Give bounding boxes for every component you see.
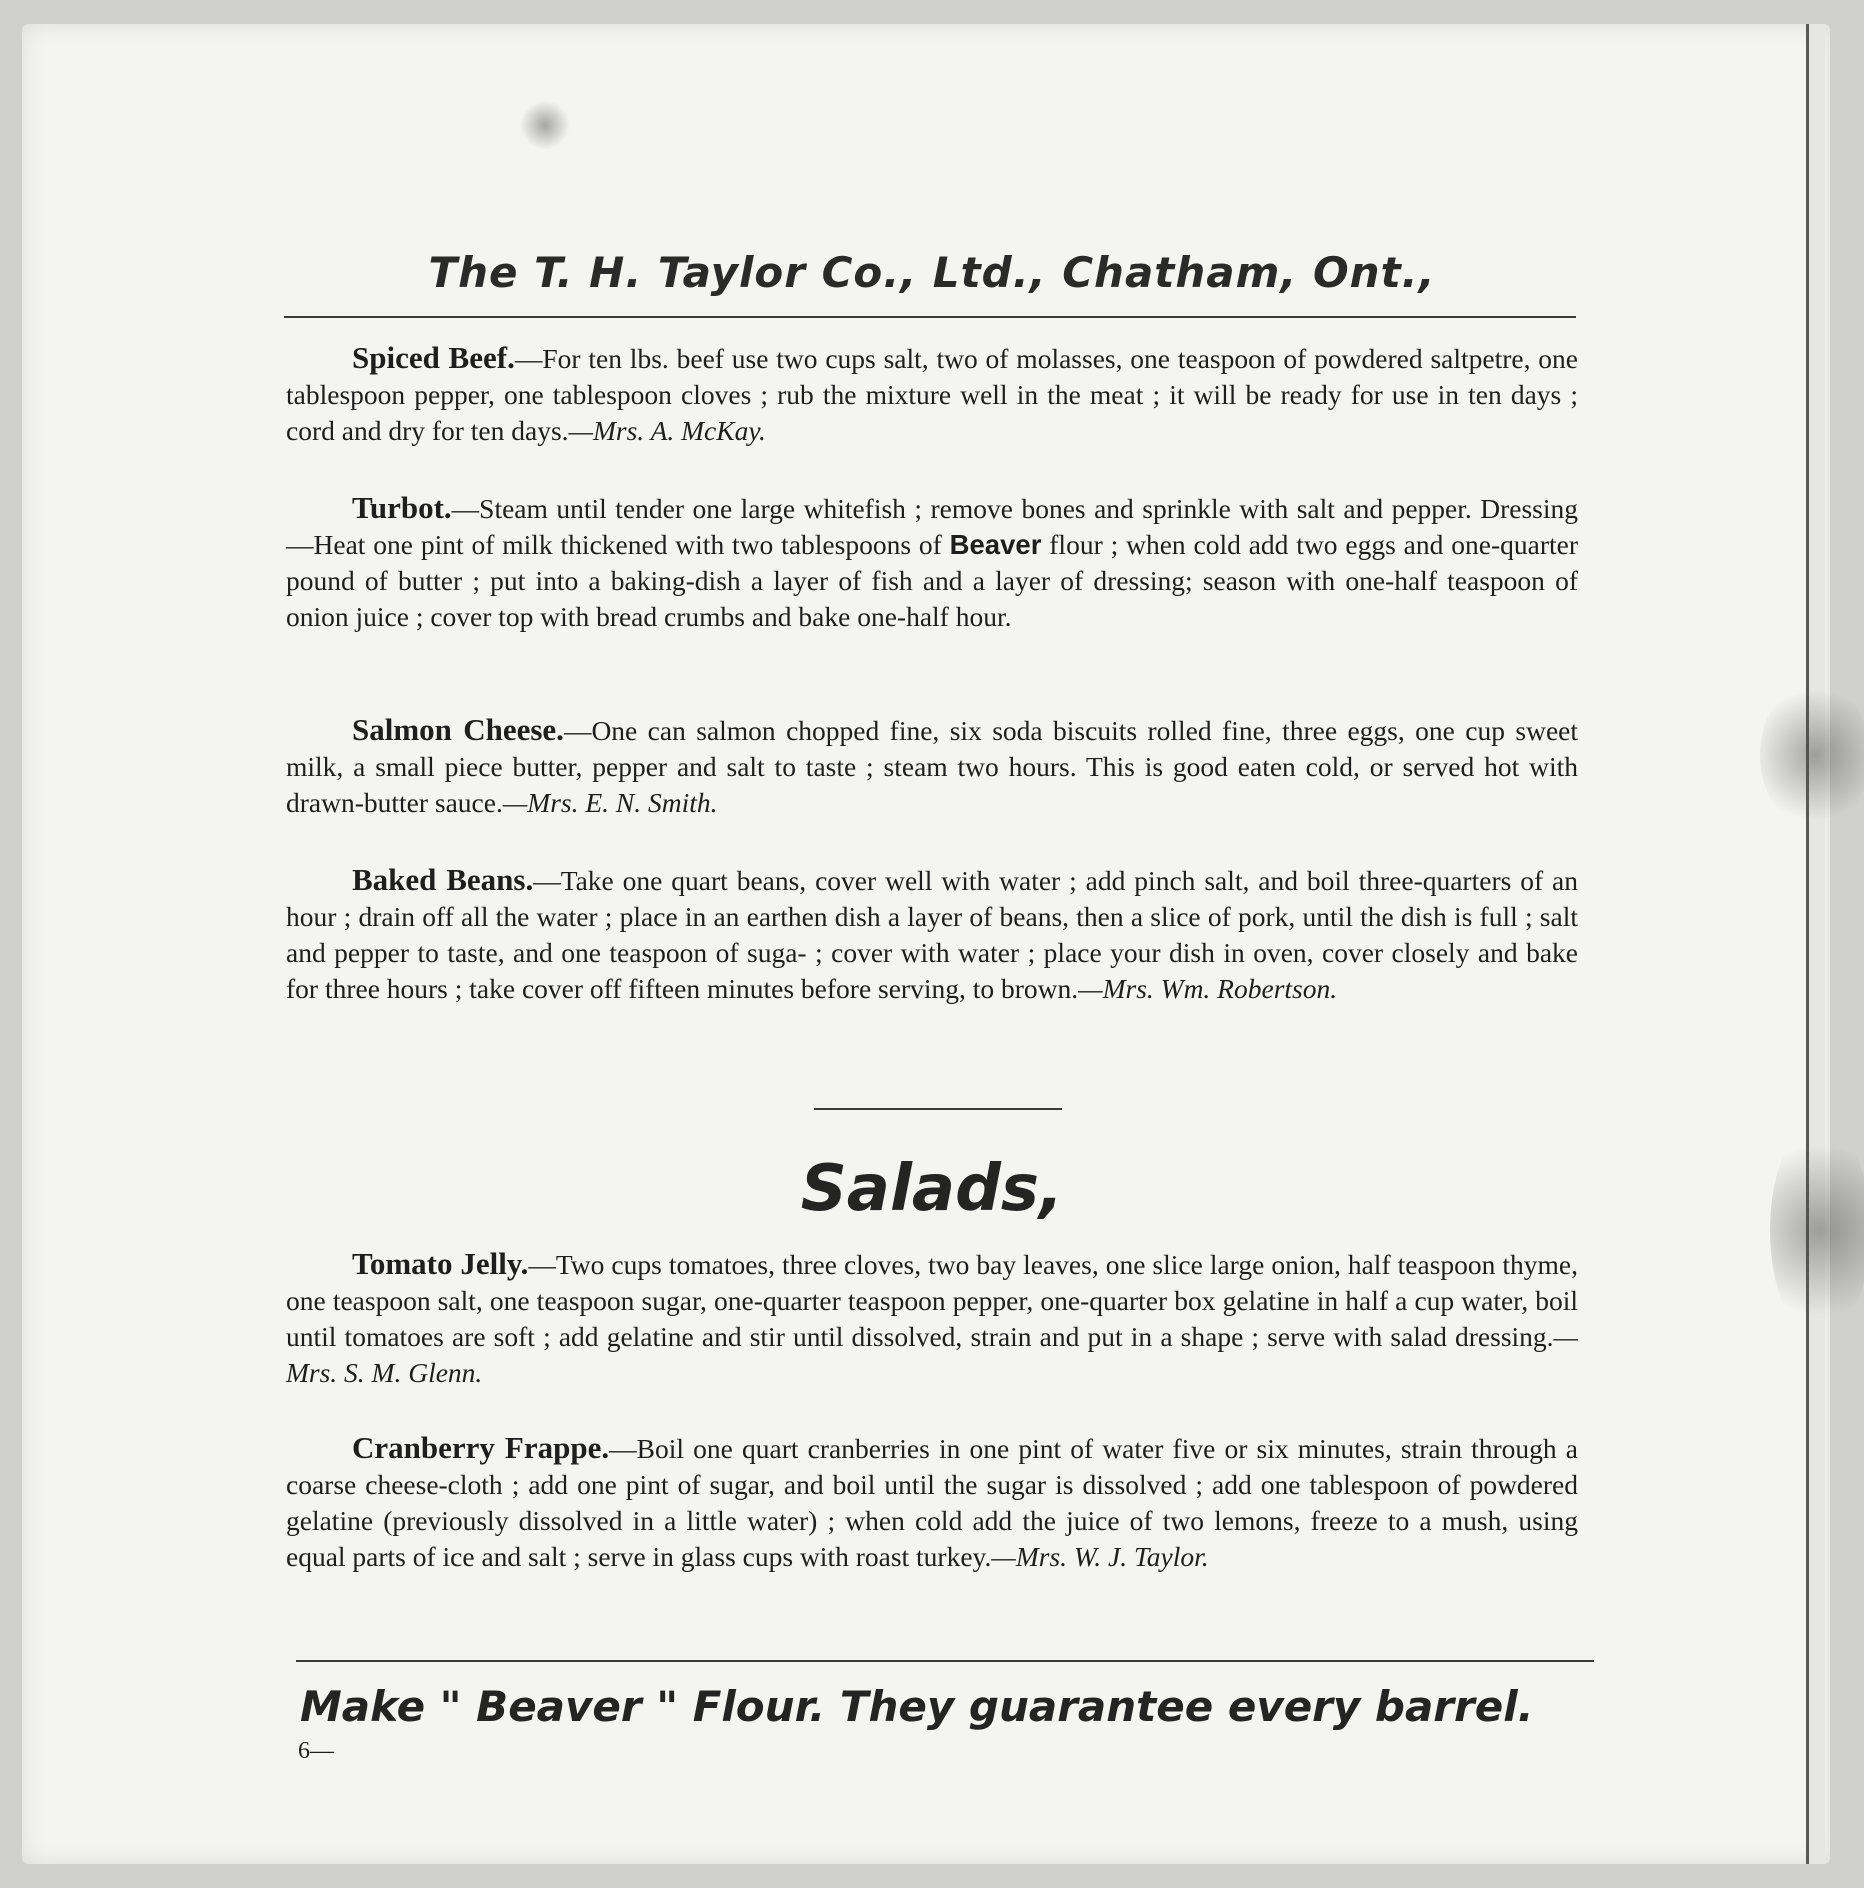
recipe-title: Cranberry Frappe. (352, 1430, 610, 1465)
recipe-body: —For ten lbs. beef use two cups salt, two of molasses, one teaspoon of powdered saltpetre, one tablespoon pepper, one tablespoon cloves ; rub the mixture well in the meat ; it will be ready for use in ten days ; cord and dry for ten days. (286, 343, 1579, 446)
recipe-author: —Mrs. Wm. Robertson. (1078, 973, 1338, 1004)
footer-slogan: Make " Beaver " Flour. They guarantee every barrel. (300, 1682, 1534, 1731)
ink-spot (520, 100, 570, 150)
recipe-body: —Two cups tomatoes, three cloves, two bay leaves, one slice large onion, half teaspoon thyme, one teaspoon salt, one teaspoon sugar, one-quarter teaspoon pepper, one-quarter box gelatine in half a cup water, boil until tomatoes are soft ; add gelatine and stir until dissolved, strain and put in a shape ; serve with salad dressing. (286, 1249, 1578, 1352)
ink-stain (1760, 680, 1864, 830)
header-rule (284, 316, 1576, 318)
page-header: The T. H. Taylor Co., Ltd., Chatham, Ont., (428, 248, 1436, 297)
recipe-title: Turbot. (352, 490, 452, 525)
brand-name: Beaver (949, 529, 1042, 560)
recipe-body: —One can salmon chopped fine, six soda biscuits rolled fine, three eggs, one cup sweet milk, a small piece butter, pepper and salt to taste ; steam two hours. This is good eaten cold, or served hot with drawn-butter sauce. (286, 715, 1579, 818)
page-edge (1806, 24, 1825, 1864)
section-divider (814, 1108, 1062, 1110)
recipe-body: —Steam until tender one large whitefish ; remove bones and sprinkle with salt and pepper. Dressing—Heat one pint of milk thickened with two tablespoons of (286, 493, 1578, 560)
recipe-title: Baked Beans. (352, 862, 534, 897)
recipe-author: —Mrs. E. N. Smith. (502, 787, 718, 818)
recipe-body: —Take one quart beans, cover well with water ; add pinch salt, and boil three-quarters of an hour ; drain off all the water ; place in an earthen dish a layer of beans, then a slice of pork, until the dish is full ; salt and pepper to taste, and one teaspoon of suga- ; cover with water ; place your dish in oven, cover closely and bake for three hours ; take cover off fifteen minutes before serving, to brown. (286, 865, 1578, 1004)
recipe-turbot (286, 490, 1578, 635)
recipe-title: Spiced Beef. (352, 340, 515, 375)
recipe-spiced-beef (286, 340, 1578, 449)
footer-rule (296, 1660, 1594, 1662)
recipe-baked-beans (286, 862, 1578, 1007)
recipe-salmon-cheese (286, 712, 1578, 821)
recipe-tomato-jelly (286, 1246, 1578, 1391)
recipe-body: flour ; when cold add two eggs and one-quarter pound of butter ; put into a baking-dish a layer of fish and a layer of dressing; season with one-half teaspoon of onion juice ; cover top with bread crumbs and bake one-half hour. (286, 529, 1578, 632)
recipe-title: Salmon Cheese. (352, 712, 564, 747)
section-title: Salads, (800, 1152, 1064, 1226)
recipe-author: —Mrs. S. M. Glenn. (286, 1321, 1578, 1388)
recipe-cranberry-frappe (286, 1430, 1578, 1575)
page-number: 6— (298, 1738, 334, 1764)
recipe-author: —Mrs. A. McKay. (568, 415, 766, 446)
recipe-author: —Mrs. W. J. Taylor. (991, 1541, 1209, 1572)
recipe-title: Tomato Jelly. (352, 1246, 529, 1281)
recipe-body: —Boil one quart cranberries in one pint of water five or six minutes, strain through a coarse cheese-cloth ; add one pint of sugar, and boil until the sugar is dissolved ; add one tablespoon of powdered gelatine (previously dissolved in a little water) ; when cold add the juice of two lemons, freeze to a mush, using equal parts of ice and salt ; serve in glass cups with roast turkey. (286, 1433, 1578, 1572)
